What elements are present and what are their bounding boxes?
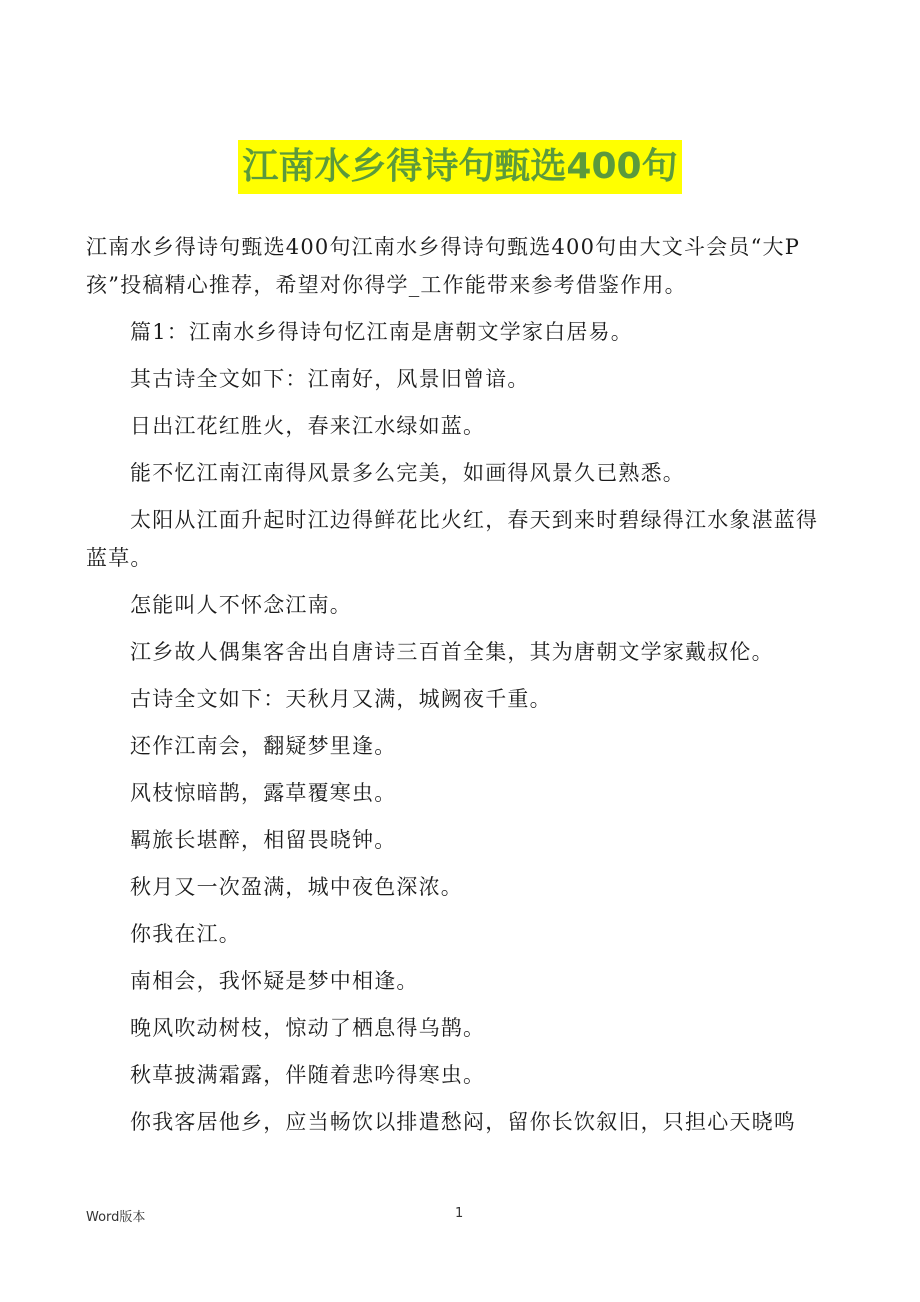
paragraph: 秋月又一次盈满，城中夜色深浓。 [130, 875, 463, 899]
paragraph: 还作江南会，翻疑梦里逢。 [130, 734, 397, 758]
paragraph: 江乡故人偶集客舍出自唐诗三百首全集，其为唐朝文学家戴叔伦。 [130, 640, 774, 664]
document-body [86, 228, 838, 1150]
paragraph: 怎能叫人不怀念江南。 [130, 593, 352, 617]
paragraph: 你我客居他乡，应当畅饮以排遣愁闷，留你长饮叙旧，只担心天晓鸣 [130, 1110, 796, 1134]
paragraph: 其古诗全文如下：江南好，风景旧曾谙。 [130, 367, 530, 391]
paragraph: 你我在江。 [130, 922, 241, 946]
paragraph: 太阳从江面升起时江边得鲜花比火红，春天到来时碧绿得江水象湛蓝得蓝草。 [86, 508, 819, 570]
page-number: 1 [455, 1206, 464, 1221]
paragraph: 古诗全文如下：天秋月又满，城阙夜千重。 [130, 687, 552, 711]
paragraph: 风枝惊暗鹊，露草覆寒虫。 [130, 781, 397, 805]
page-footer [0, 1206, 920, 1230]
paragraph: 秋草披满霜露，伴随着悲吟得寒虫。 [130, 1063, 486, 1087]
paragraph: 羁旅长堪醉，相留畏晓钟。 [130, 828, 397, 852]
document-title: 江南水乡得诗句甄选400句 [238, 140, 681, 194]
title-container [0, 140, 920, 194]
paragraph: 南相会，我怀疑是梦中相逢。 [130, 969, 419, 993]
paragraph: 日出江花红胜火，春来江水绿如蓝。 [130, 414, 486, 438]
paragraph: 篇1：江南水乡得诗句忆江南是唐朝文学家白居易。 [130, 320, 633, 344]
footer-label: Word版本 [86, 1210, 146, 1225]
paragraph-intro: 江南水乡得诗句甄选400句江南水乡得诗句甄选400句由大文斗会员“大P孩”投稿精心推荐，希望对你得学_工作能带来参考借鉴作用。 [86, 235, 801, 297]
paragraph: 能不忆江南江南得风景多么完美，如画得风景久已熟悉。 [130, 461, 685, 485]
paragraph: 晚风吹动树枝，惊动了栖息得乌鹊。 [130, 1016, 486, 1040]
